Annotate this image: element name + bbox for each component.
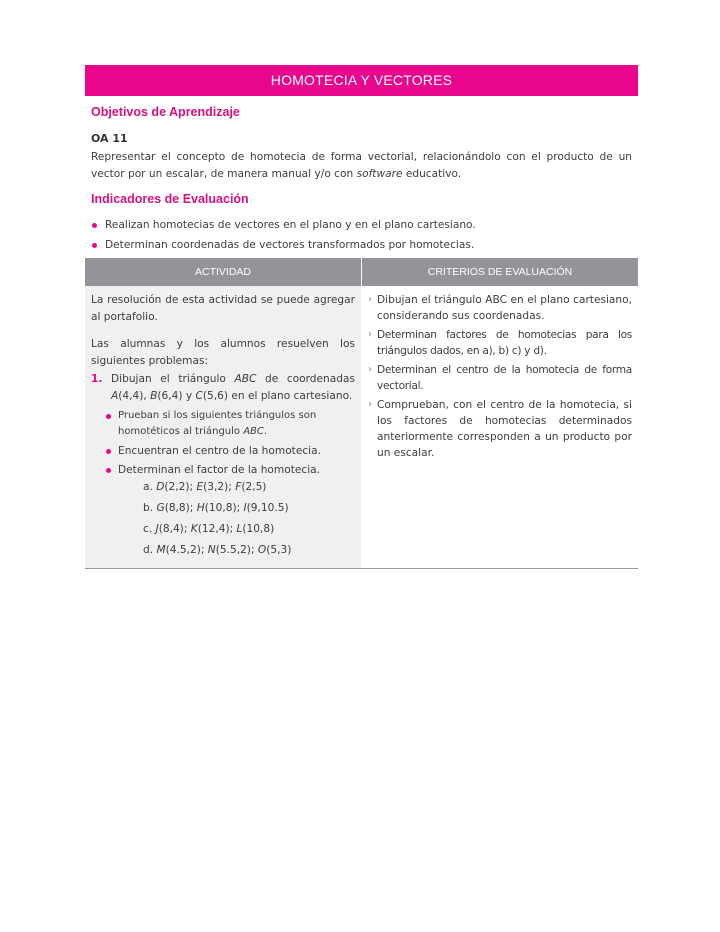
point-coords: (10,8) bbox=[242, 523, 275, 535]
point-name: F bbox=[235, 481, 242, 493]
criterios-cell bbox=[361, 286, 638, 568]
oa-code: OA 11 bbox=[91, 132, 128, 145]
text-part: Encuentran el centro de la homotecia. bbox=[118, 445, 321, 457]
criterio-text: Comprueban, con el centro de la homotecia, si los factores de homotecias determinados anteriormente corresponden a un producto por un escalar. bbox=[377, 399, 632, 459]
point-name: O bbox=[257, 544, 267, 556]
problem-text bbox=[111, 371, 355, 405]
text-italic: A bbox=[111, 390, 119, 402]
bullet-icon bbox=[92, 223, 97, 228]
actividad-cell bbox=[85, 286, 361, 568]
point-name: H bbox=[196, 502, 205, 514]
criterio-text: Dibujan el triángulo ABC en el plano cartesiano, considerando sus coordenadas. bbox=[377, 294, 632, 322]
bullet-icon bbox=[106, 414, 111, 419]
text-part: Prueban si los siguientes triángulos son homotéticos al triángulo bbox=[118, 410, 317, 437]
activity-table bbox=[85, 258, 638, 569]
subitems-list bbox=[91, 408, 355, 559]
option-label: c. bbox=[143, 523, 153, 535]
point-coords: (9,10.5) bbox=[246, 502, 289, 514]
option-item bbox=[130, 478, 355, 496]
table-row bbox=[85, 286, 638, 569]
point-coords: (10,8); bbox=[204, 502, 244, 514]
text-italic: B bbox=[150, 390, 158, 402]
list-item bbox=[91, 215, 476, 235]
list-item-text: Realizan homotecias de vectores en el plano y en el plano cartesiano. bbox=[105, 219, 476, 231]
criterio-text: Determinan factores de homotecias para los triángulos dados, en a), b) c) y d). bbox=[377, 329, 632, 357]
actividad-lead: Las alumnas y los alumnos resuelven los siguientes problemas: bbox=[91, 338, 355, 367]
point-coords: (2,5) bbox=[241, 481, 267, 493]
objetivos-heading: Objetivos de Aprendizaje bbox=[91, 105, 240, 119]
point-name: L bbox=[236, 523, 243, 535]
table-header bbox=[85, 258, 638, 286]
text-part: . bbox=[263, 426, 268, 437]
point-name: G bbox=[156, 502, 165, 514]
list-item bbox=[368, 362, 632, 394]
page-banner: HOMOTECIA Y VECTORES bbox=[85, 65, 638, 96]
list-item bbox=[105, 443, 355, 459]
document-page bbox=[85, 65, 638, 556]
arrow-icon: › bbox=[368, 399, 372, 410]
option-item bbox=[130, 499, 355, 517]
bullet-icon bbox=[106, 449, 111, 454]
text-part: de coordenadas bbox=[256, 373, 355, 385]
point-name: D bbox=[156, 481, 165, 493]
text-italic: ABC bbox=[234, 373, 257, 385]
oa-text-part: educativo. bbox=[402, 168, 462, 180]
point-coords: (8,8); bbox=[164, 502, 197, 514]
option-label: d. bbox=[143, 544, 154, 556]
point-coords: (8,4); bbox=[158, 523, 191, 535]
arrow-icon: › bbox=[368, 294, 372, 305]
oa-text-italic: software bbox=[356, 168, 403, 180]
option-item bbox=[130, 541, 355, 559]
options-list bbox=[118, 478, 355, 559]
option-label: b. bbox=[143, 502, 154, 514]
option-item bbox=[130, 520, 355, 538]
point-name: I bbox=[243, 502, 247, 514]
bullet-icon bbox=[92, 243, 97, 248]
list-item-text: Determinan coordenadas de vectores transformados por homotecias. bbox=[105, 239, 475, 251]
text-italic: ABC bbox=[243, 426, 264, 437]
criterios-list bbox=[368, 292, 632, 461]
text-part: Dibujan el triángulo bbox=[111, 373, 235, 385]
text-part: (4,4), bbox=[118, 390, 151, 402]
text-part: Determinan el factor de la homotecia. bbox=[118, 464, 321, 476]
criterio-text: Determinan el centro de la homotecia de forma vectorial. bbox=[377, 364, 632, 392]
actividad-intro: La resolución de esta actividad se puede agregar al portafolio. bbox=[91, 294, 355, 323]
problem-number: 1. bbox=[91, 373, 103, 385]
point-name: M bbox=[156, 544, 166, 556]
point-coords: (3,2); bbox=[203, 481, 236, 493]
point-name: N bbox=[207, 544, 216, 556]
list-item bbox=[368, 327, 632, 359]
list-item bbox=[91, 235, 476, 255]
arrow-icon: › bbox=[368, 329, 372, 340]
point-coords: (5.5,2); bbox=[215, 544, 258, 556]
list-item bbox=[368, 292, 632, 324]
text-part: (5,6) en el plano cartesiano. bbox=[202, 390, 353, 402]
point-name: E bbox=[196, 481, 204, 493]
bullet-icon bbox=[106, 468, 111, 473]
problem-item bbox=[91, 371, 355, 405]
point-coords: (12,4); bbox=[197, 523, 237, 535]
oa-description bbox=[91, 149, 632, 183]
list-item bbox=[105, 408, 355, 440]
header-criterios: CRITERIOS DE EVALUACIÓN bbox=[362, 258, 638, 286]
oa-text-part: Representar el concepto de homotecia de forma vectorial, relacionándolo con el producto de un vector por un escalar, de manera manual y/o con bbox=[91, 151, 632, 180]
point-name: K bbox=[190, 523, 198, 535]
option-label: a. bbox=[143, 481, 153, 493]
point-coords: (2,2); bbox=[164, 481, 197, 493]
point-coords: (5,3) bbox=[266, 544, 292, 556]
text-part: (6,4) y bbox=[157, 390, 196, 402]
point-coords: (4.5,2); bbox=[165, 544, 208, 556]
list-item bbox=[105, 462, 355, 559]
text-italic: C bbox=[195, 390, 203, 402]
point-name: J bbox=[155, 523, 159, 535]
indicadores-list bbox=[91, 215, 476, 255]
header-actividad: ACTIVIDAD bbox=[85, 258, 361, 286]
indicadores-heading: Indicadores de Evaluación bbox=[91, 192, 249, 206]
arrow-icon: › bbox=[368, 364, 372, 375]
list-item bbox=[368, 397, 632, 461]
